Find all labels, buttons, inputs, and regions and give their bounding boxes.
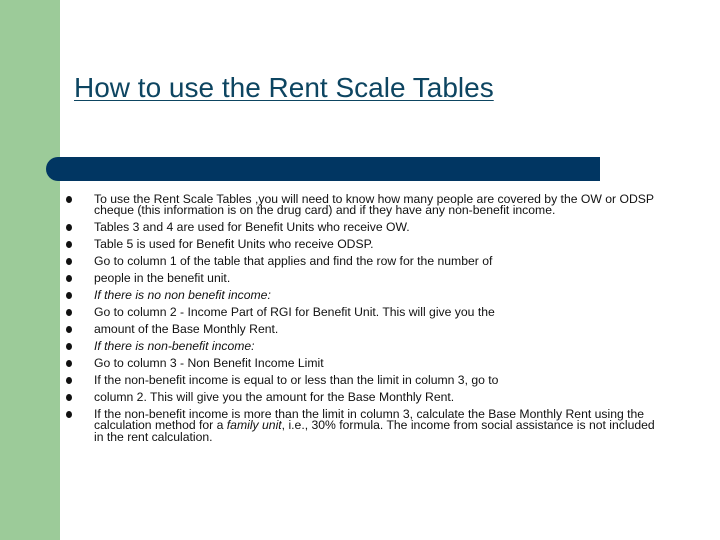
bullet-text: people in the benefit unit. [94,271,231,286]
bullet-dot-icon [66,275,72,282]
bullet-item [66,358,666,369]
bullet-dot-icon [66,343,72,350]
bullet-list [66,194,666,449]
bullet-dot-icon [66,377,72,384]
bullet-item [66,375,666,386]
bullet-text: family unit [226,418,282,433]
bullet-item [66,307,666,318]
bullet-text: column 2. This will give you the amount for the Base Monthly Rent. [94,390,455,405]
bullet-dot-icon [66,292,72,299]
bullet-dot-icon [66,224,72,231]
bullet-text: If the non-benefit income is equal to or less than the limit in column 3, go to [94,373,499,388]
bullet-item [66,341,666,352]
bullet-item [66,194,666,216]
bullet-dot-icon [66,241,72,248]
decorative-green-sidebar [0,0,60,540]
bullet-item [66,222,666,233]
bullet-dot-icon [66,309,72,316]
bullet-dot-icon [66,394,72,401]
bullet-dot-icon [66,258,72,265]
bullet-text: Go to column 3 - Non Benefit Income Limit [94,356,324,371]
bullet-item [66,273,666,284]
bullet-item [66,290,666,301]
decorative-title-bar [46,157,600,181]
bullet-item [66,409,666,443]
bullet-text: , i.e., 30% formula. The income from social assistance is not included in the rent calculation. [94,418,655,444]
bullet-dot-icon [66,196,72,203]
bullet-item [66,392,666,403]
bullet-item [66,239,666,250]
bullet-dot-icon [66,411,72,418]
bullet-text: If there is no non benefit income: [94,288,271,303]
bullet-text: Go to column 2 - Income Part of RGI for Benefit Unit. This will give you the [94,305,495,320]
bullet-dot-icon [66,326,72,333]
bullet-text: Go to column 1 of the table that applies and find the row for the number of [94,254,493,269]
bullet-text: Tables 3 and 4 are used for Benefit Units who receive OW. [94,220,410,235]
bullet-text: If the non-benefit income is more than the limit in column 3, calculate the Base Monthly Rent using the calculation method for a [94,407,645,433]
bullet-text: To use the Rent Scale Tables ,you will need to know how many people are covered by the OW or ODSP cheque (this information is on the drug card) and if they have any non-benefit income. [94,192,654,218]
bullet-text: Table 5 is used for Benefit Units who receive ODSP. [94,237,374,252]
slide-title: How to use the Rent Scale Tables [74,72,494,103]
bullet-dot-icon [66,360,72,367]
bullet-text: If there is non-benefit income: [94,339,255,354]
bullet-item [66,324,666,335]
bullet-text: amount of the Base Monthly Rent. [94,322,279,337]
bullet-item [66,256,666,267]
